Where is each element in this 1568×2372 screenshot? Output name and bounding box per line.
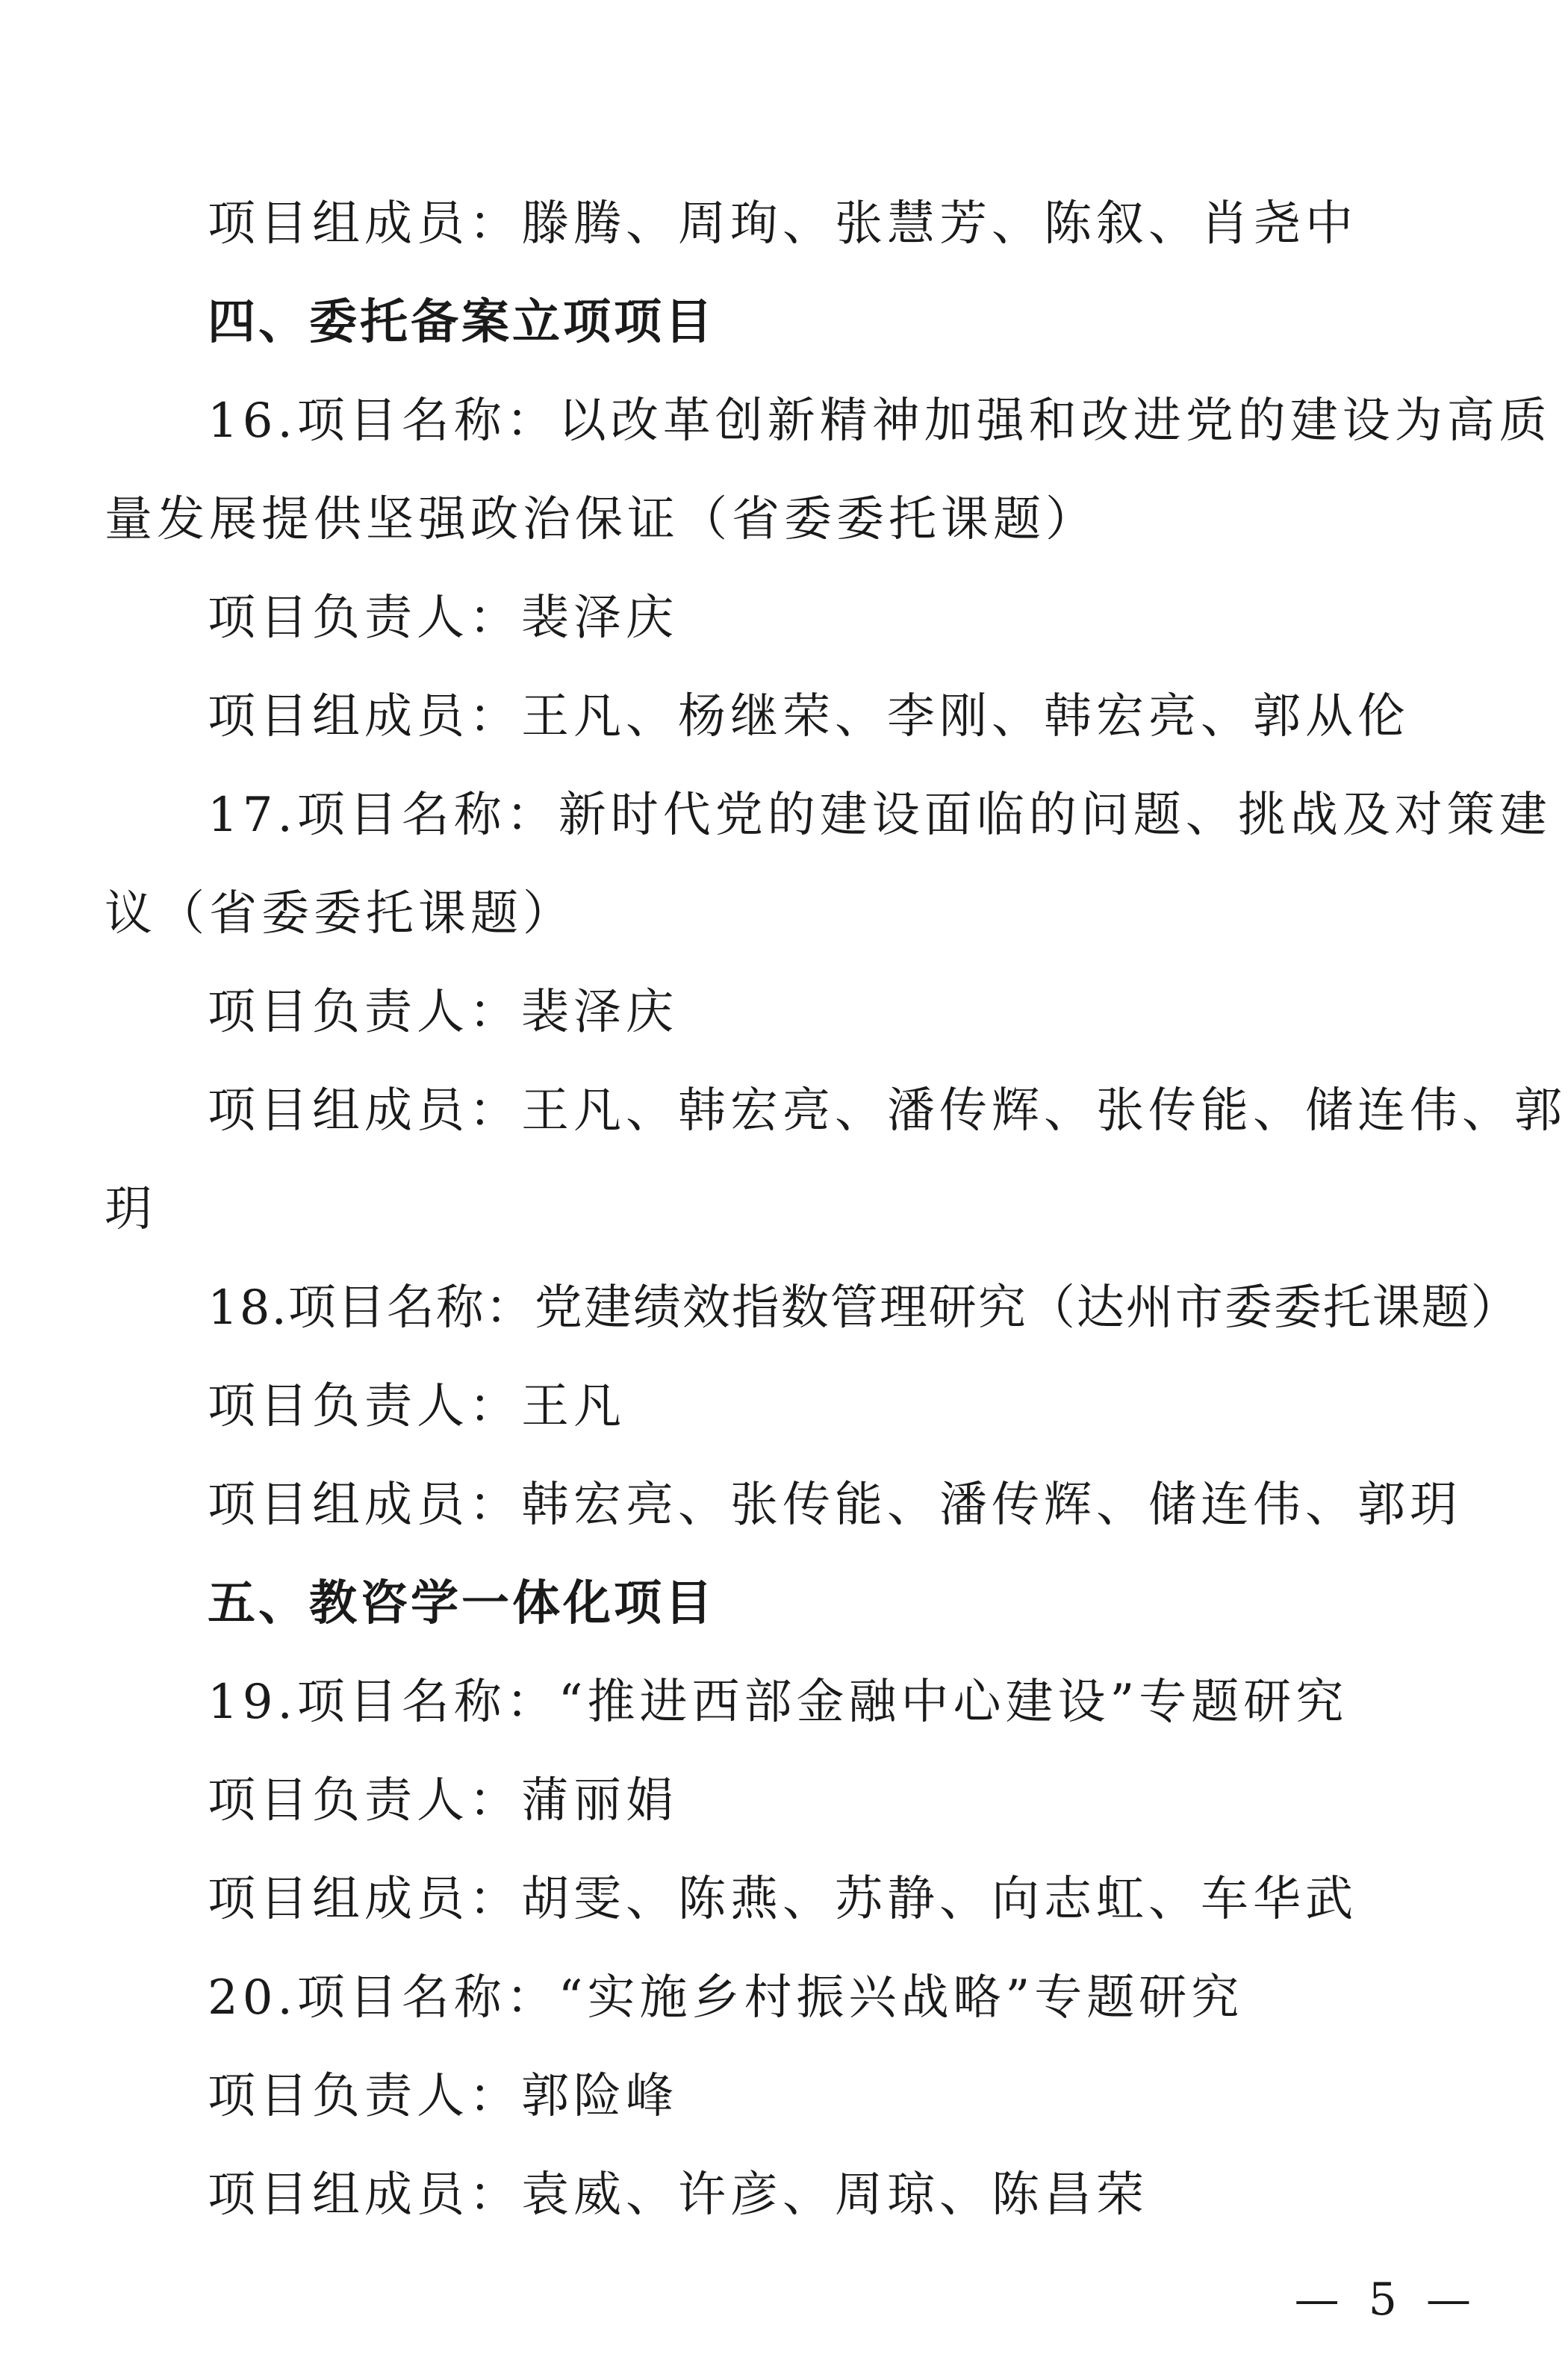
project-19-leader: 项目负责人：蒲丽娟 xyxy=(208,1773,678,1828)
page-number: — 5 — xyxy=(1294,2273,1478,2326)
project-17-members: 项目组成员：王凡、韩宏亮、潘传辉、张传能、储连伟、郭 xyxy=(208,1083,1567,1139)
project-16-title-cont: 量发展提供坚强政治保证（省委委托课题） xyxy=(105,492,1098,547)
project-18-leader: 项目负责人：王凡 xyxy=(208,1379,626,1434)
project-17-members-cont: 玥 xyxy=(105,1182,157,1237)
project-18-members: 项目组成员：韩宏亮、张传能、潘传辉、储连伟、郭玥 xyxy=(208,1478,1462,1533)
project-17-title-cont: 议（省委委托课题） xyxy=(105,886,575,941)
project-20-leader: 项目负责人：郭险峰 xyxy=(208,2069,678,2124)
project-19-members: 项目组成员：胡雯、陈燕、苏静、向志虹、车华武 xyxy=(208,1872,1357,1927)
project-20-title: 20.项目名称：“实施乡村振兴战略”专题研究 xyxy=(208,1970,1244,2026)
project-17-title: 17.项目名称：新时代党的建设面临的问题、挑战及对策建 xyxy=(208,788,1552,843)
team-members-15: 项目组成员：滕腾、周珣、张慧芳、陈叙、肖尧中 xyxy=(208,196,1357,252)
project-16-members: 项目组成员：王凡、杨继荣、李刚、韩宏亮、郭从伦 xyxy=(208,689,1410,744)
project-18-title: 18.项目名称：党建绩效指数管理研究（达州市委委托课题） xyxy=(208,1280,1520,1336)
project-20-members: 项目组成员：袁威、许彦、周琼、陈昌荣 xyxy=(208,2167,1148,2223)
project-17-leader: 项目负责人：裴泽庆 xyxy=(208,985,678,1040)
project-19-title: 19.项目名称：“推进西部金融中心建设”专题研究 xyxy=(208,1675,1348,1730)
project-16-title: 16.项目名称：以改革创新精神加强和改进党的建设为高质 xyxy=(208,393,1552,449)
project-16-leader: 项目负责人：裴泽庆 xyxy=(208,591,678,646)
section-heading-4: 四、委托备案立项项目 xyxy=(208,295,715,350)
section-heading-5: 五、教咨学一体化项目 xyxy=(208,1576,715,1631)
